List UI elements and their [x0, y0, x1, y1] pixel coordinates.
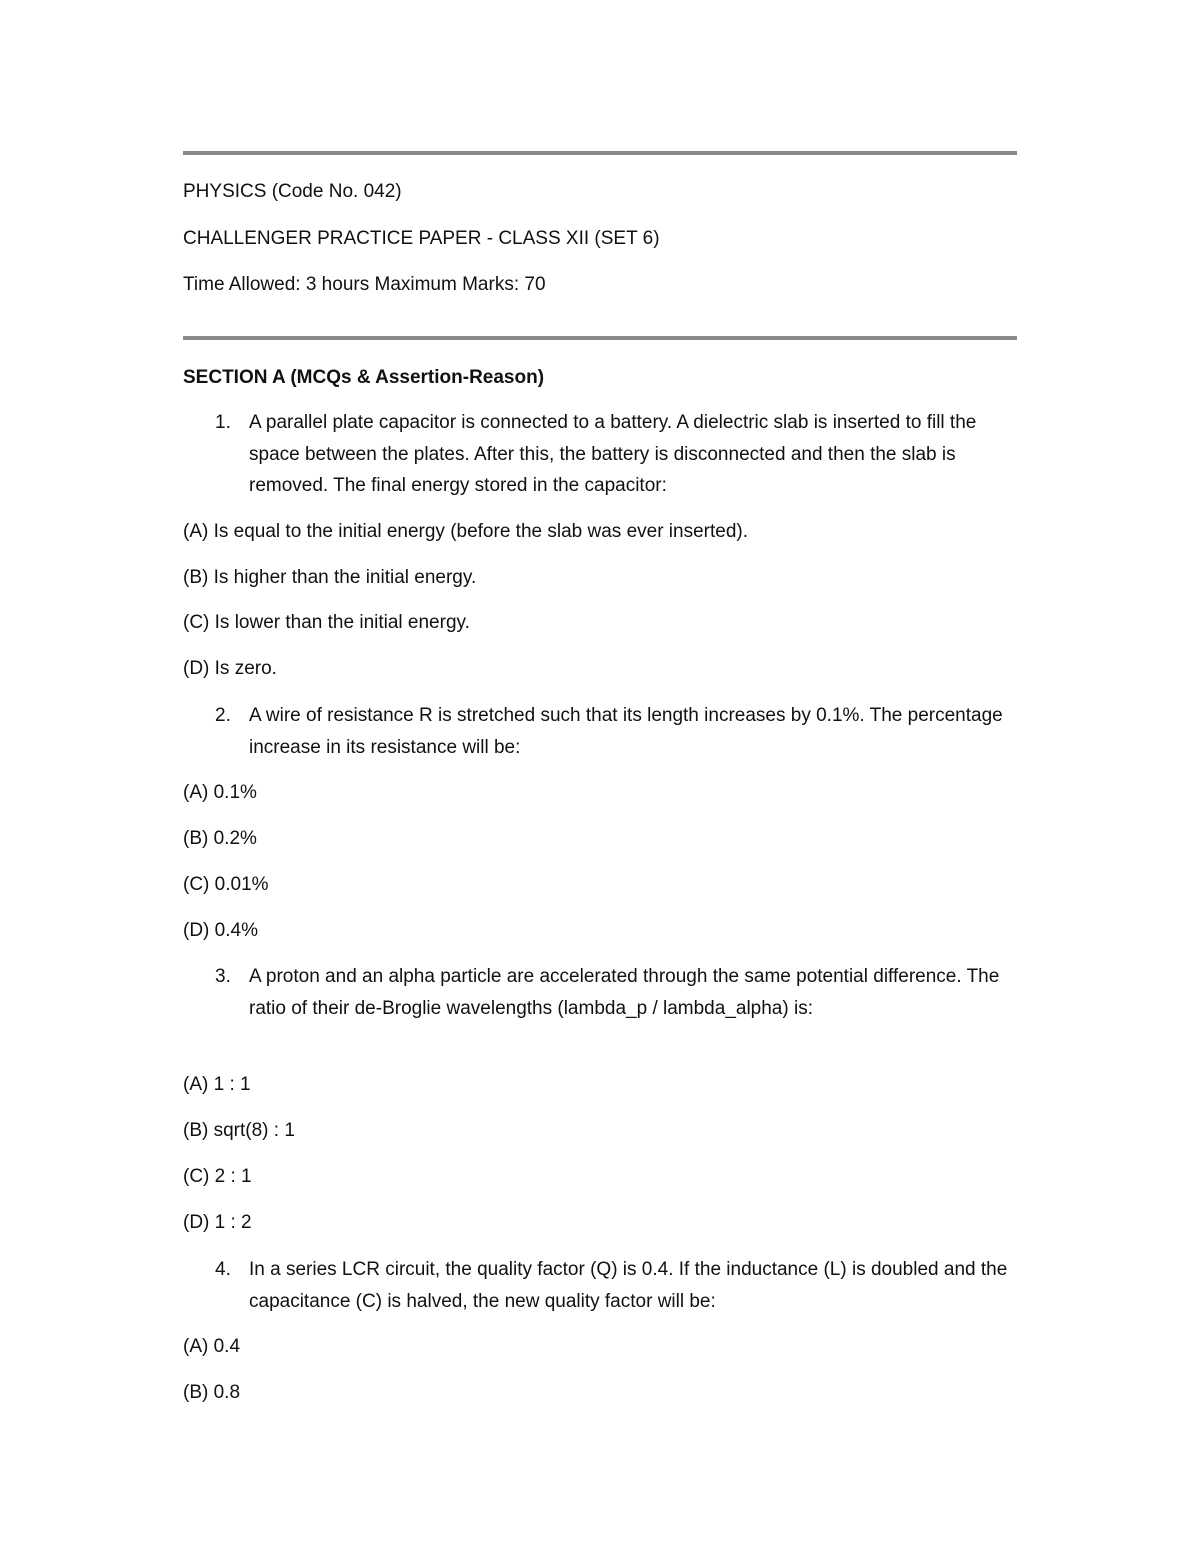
q3-option-a: (A) 1 : 1	[183, 1074, 251, 1095]
q2-option-a: (A) 0.1%	[183, 782, 257, 803]
header-divider	[183, 336, 1017, 340]
q3-option-d: (D) 1 : 2	[183, 1212, 252, 1233]
q3-option-b: (B) sqrt(8) : 1	[183, 1120, 295, 1141]
q4-option-a: (A) 0.4	[183, 1336, 241, 1357]
time-marks-line: Time Allowed: 3 hours Maximum Marks: 70	[183, 274, 546, 295]
question-4-number: 4.	[215, 1259, 231, 1280]
question-2-number: 2.	[215, 705, 231, 726]
question-1-number: 1.	[215, 412, 231, 433]
section-a-title: SECTION A (MCQs & Assertion-Reason)	[183, 367, 545, 388]
q2-option-b: (B) 0.2%	[183, 828, 257, 849]
q1-option-c: (C) Is lower than the initial energy.	[183, 612, 470, 633]
q3-option-c: (C) 2 : 1	[183, 1166, 252, 1187]
top-divider	[183, 151, 1017, 155]
paper-title: CHALLENGER PRACTICE PAPER - CLASS XII (SET 6)	[183, 228, 660, 249]
question-3-text: A proton and an alpha particle are accelerated through the same potential difference. The ratio of their de-Broglie wavelengths (lambda_p / lambda_alpha) is:	[249, 966, 1000, 1019]
subject-line: PHYSICS (Code No. 042)	[183, 181, 402, 202]
q1-option-b: (B) Is higher than the initial energy.	[183, 567, 477, 588]
question-3-number: 3.	[215, 966, 231, 987]
question-1-text: A parallel plate capacitor is connected to a battery. A dielectric slab is inserted to fill the space between the plates. After this, the battery is disconnected and then the slab is removed. The final energy stored in the capacitor:	[249, 412, 977, 496]
question-2-text: A wire of resistance R is stretched such that its length increases by 0.1%. The percentage increase in its resistance will be:	[249, 705, 1003, 758]
q2-option-d: (D) 0.4%	[183, 920, 258, 941]
q4-option-b: (B) 0.8	[183, 1382, 241, 1403]
q1-option-a: (A) Is equal to the initial energy (before the slab was ever inserted).	[183, 521, 749, 542]
q2-option-c: (C) 0.01%	[183, 874, 269, 895]
question-4-text: In a series LCR circuit, the quality factor (Q) is 0.4. If the inductance (L) is doubled and the capacitance (C) is halved, the new quality factor will be:	[249, 1259, 1008, 1312]
q1-option-d: (D) Is zero.	[183, 658, 277, 679]
